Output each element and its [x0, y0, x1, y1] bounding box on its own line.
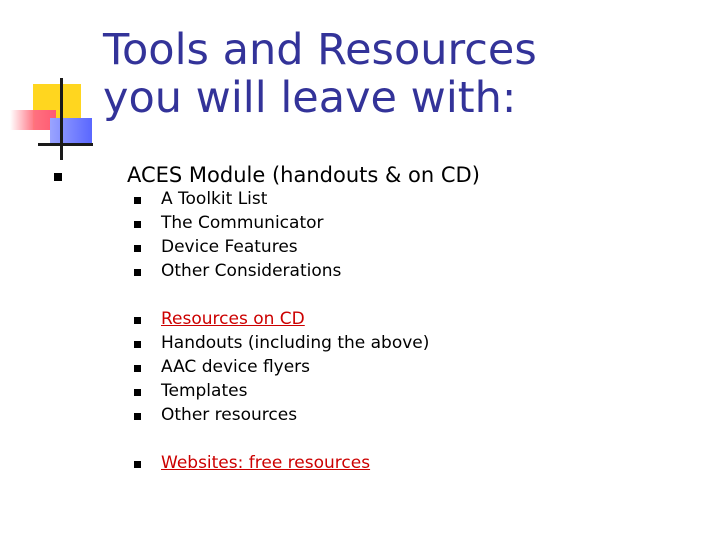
- square-bullet-icon: [134, 269, 141, 276]
- square-bullet-icon: [134, 389, 141, 396]
- square-bullet-icon: [134, 317, 141, 324]
- list-item-text: A Toolkit List: [161, 189, 268, 209]
- square-bullet-icon: [134, 341, 141, 348]
- list-item-text: Other Considerations: [161, 261, 342, 281]
- list-item-text: The Communicator: [161, 213, 324, 233]
- resources-on-cd-link[interactable]: Resources on CD: [161, 309, 305, 329]
- title-line-1: Tools and Resources: [103, 25, 537, 75]
- decorative-blue-square: [50, 118, 92, 144]
- slide-title: [103, 26, 703, 122]
- title-line-2: you will leave with:: [103, 73, 517, 123]
- square-bullet-icon: [134, 413, 141, 420]
- list-item-text: Device Features: [161, 237, 298, 257]
- square-bullet-icon: [134, 197, 141, 204]
- list-item-text: AAC device flyers: [161, 357, 311, 377]
- square-bullet-icon: [134, 245, 141, 252]
- square-bullet-icon: [134, 365, 141, 372]
- decorative-horizontal-line: [38, 143, 93, 146]
- main-bullet-text: ACES Module (handouts & on CD): [127, 163, 480, 187]
- square-bullet-icon: [134, 461, 141, 468]
- decorative-vertical-line: [60, 78, 63, 160]
- list-item-text: Handouts (including the above): [161, 333, 430, 353]
- square-bullet-icon: [54, 173, 62, 181]
- list-item-text: Templates: [161, 381, 248, 401]
- list-item-text: Other resources: [161, 405, 298, 425]
- square-bullet-icon: [134, 221, 141, 228]
- websites-link[interactable]: Websites: free resources: [161, 453, 371, 473]
